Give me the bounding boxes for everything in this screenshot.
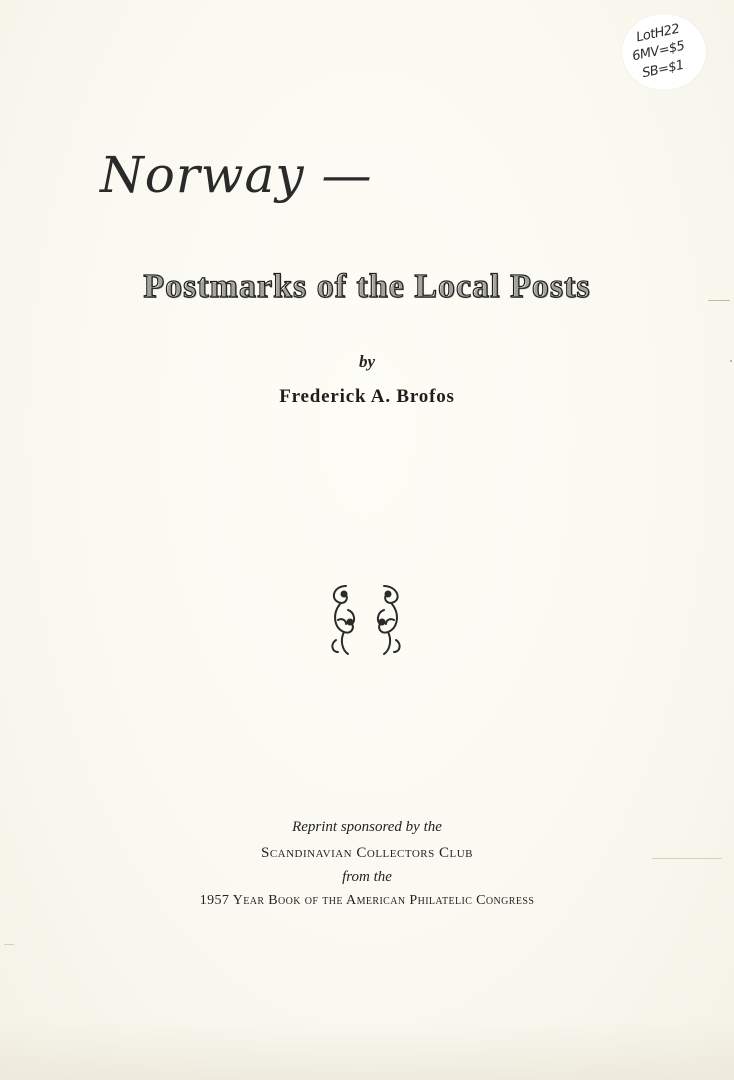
paper-speck (708, 300, 730, 301)
document-title: Norway — (100, 146, 373, 204)
document-subtitle: Postmarks of the Local Posts (143, 268, 591, 305)
byline: by (358, 352, 376, 371)
paper-speck (730, 360, 732, 362)
sticker-line-3: SB=$1 (640, 57, 686, 82)
floral-ornament-icon (322, 580, 414, 662)
sticker-line-1: LotH22 (634, 21, 681, 46)
sticker-line-2: 6MV=$5 (631, 38, 686, 65)
paper-speck (652, 858, 722, 859)
page-edge-shading (0, 1020, 734, 1080)
sponsor-club-name: Scandinavian Collectors Club (260, 845, 473, 861)
author-name: Frederick A. Brofos (279, 386, 455, 407)
handwritten-price-sticker (622, 14, 706, 90)
source-publication: 1957 Year Book of the American Philatelic Congress (199, 893, 535, 908)
reprint-from-line: from the (342, 869, 392, 885)
reprint-sponsor-line: Reprint sponsored by the (292, 819, 442, 835)
paper-speck (4, 944, 14, 945)
